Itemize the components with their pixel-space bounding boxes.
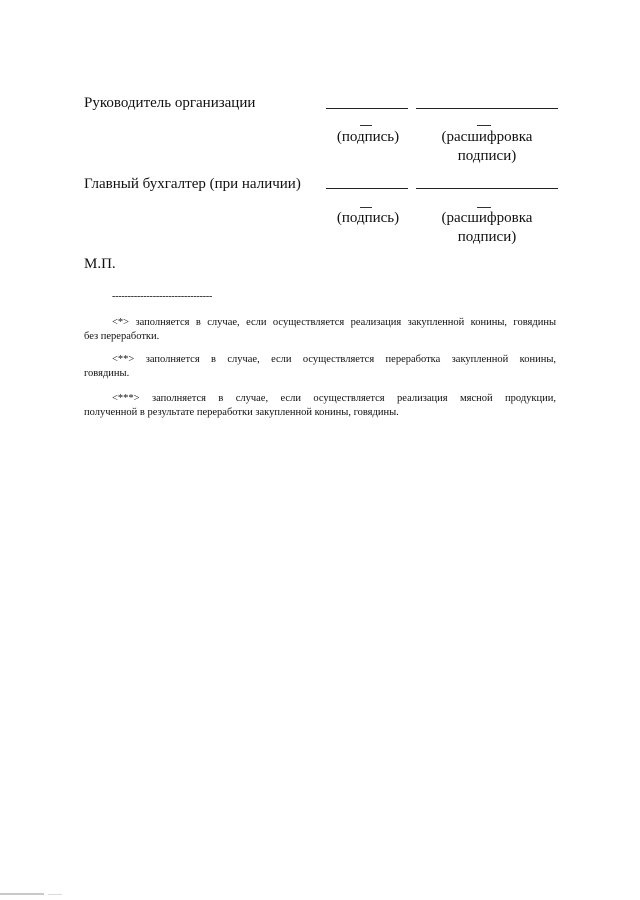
accountant-decoding-caption-line1: (расшифровка	[441, 210, 533, 226]
accountant-decoding-line	[416, 188, 558, 189]
accountant-signature-tick	[360, 207, 372, 208]
accountant-decoding-caption-line2: подписи)	[457, 229, 517, 245]
head-of-organization-label: Руководитель организации	[84, 95, 256, 111]
head-decoding-caption-line1: (расшифровка	[441, 129, 533, 145]
accountant-signature-caption: (подпись)	[336, 210, 400, 226]
head-signature-line	[326, 108, 408, 109]
head-signature-caption: (подпись)	[336, 129, 400, 145]
accountant-decoding-tick	[477, 207, 491, 208]
footnote-1	[84, 316, 556, 343]
head-signature-tick	[360, 125, 372, 126]
footnote-3-line2: полученной в результате переработки закупленной конины, говядины.	[84, 406, 399, 418]
footnote-3	[84, 392, 556, 419]
footnote-2-line1: <**> заполняется в случае, если осуществляется переработка закупленной конины,	[112, 354, 556, 365]
footnote-2	[84, 353, 556, 380]
footnote-separator: --------------------------------	[112, 291, 213, 302]
footnote-2-line2: говядины.	[84, 367, 130, 379]
footnote-3-line1: <***> заполняется в случае, если осуществляется реализация мясной продукции,	[112, 393, 556, 404]
scan-edge-mark-small	[48, 894, 62, 895]
chief-accountant-label: Главный бухгалтер (при наличии)	[84, 176, 301, 192]
accountant-signature-line	[326, 188, 408, 189]
stamp-place-label: М.П.	[84, 256, 116, 272]
footnote-1-line2: без переработки.	[84, 330, 160, 342]
head-decoding-caption-line2: подписи)	[457, 148, 517, 164]
head-decoding-tick	[477, 125, 491, 126]
scan-edge-mark	[0, 893, 44, 895]
footnote-1-line1: <*> заполняется в случае, если осуществляется реализация закупленной конины, говядины	[112, 317, 556, 328]
head-decoding-line	[416, 108, 558, 109]
